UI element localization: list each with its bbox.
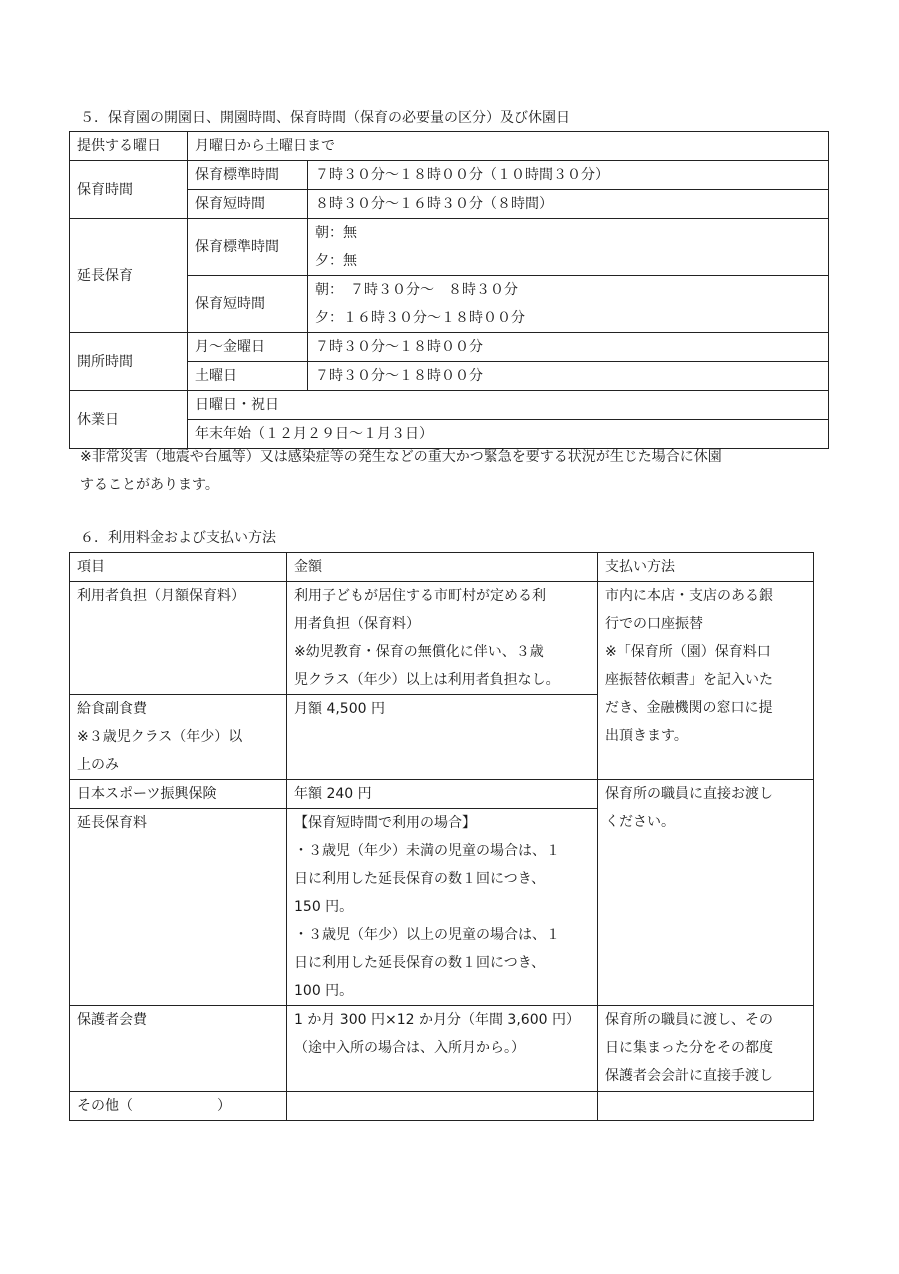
fees-table (69, 552, 814, 1121)
table-row (70, 1092, 814, 1121)
bank-payment-line-2: 行での口座振替 (605, 616, 703, 632)
bank-payment-line-5: だき、金融機関の窓口に提 (605, 700, 773, 716)
days-label: 提供する曜日 (70, 132, 188, 161)
table-row (70, 132, 829, 161)
standard-value: ７時３０分～１８時００分（１０時間３０分） (308, 161, 829, 190)
table-row (70, 582, 814, 695)
table-row (70, 1006, 814, 1092)
ext-short-evening: 夕：１６時３０分～１８時００分 (315, 310, 525, 326)
user-fee-line-1: 利用子どもが居住する市町村が定める利 (294, 588, 546, 604)
table-row (70, 219, 829, 276)
closed-value-2: 年末年始（１２月２９日～１月３日） (188, 420, 829, 449)
ext-short-value (308, 276, 829, 333)
extended-label: 延長保育 (70, 219, 188, 333)
staff-payment-line-2: ください。 (605, 814, 675, 830)
section6-heading: ６．利用料金および支払い方法 (80, 530, 276, 546)
extended-fee-line-4: 150 円。 (294, 899, 354, 915)
nursery-hours-table (69, 131, 829, 449)
note-line-1: ※非常災害（地震や台風等）又は感染症等の発生などの重大かつ緊急を要する状況が生じた場合に休園 (80, 449, 722, 465)
extended-fee-line-7: 100 円。 (294, 983, 354, 999)
guardian-fee-amount (287, 1006, 598, 1092)
saturday-label: 土曜日 (188, 362, 308, 391)
closed-value-1: 日曜日・祝日 (188, 391, 829, 420)
user-fee-line-2: 用者負担（保育料） (294, 616, 420, 632)
days-value: 月曜日から土曜日まで (188, 132, 829, 161)
guardian-fee-line-2: （途中入所の場合は、入所月から。） (294, 1040, 525, 1056)
ext-standard-morning: 朝：無 (315, 225, 357, 241)
user-fee-line-3: ※幼児教育・保育の無償化に伴い、３歳 (294, 644, 544, 660)
ext-standard-label: 保育標準時間 (188, 219, 308, 276)
guardian-payment-line-3: 保護者会会計に直接手渡し (605, 1068, 773, 1084)
open-label: 開所時間 (70, 333, 188, 391)
bank-payment-line-4: 座振替依頼書」を記入いた (605, 672, 773, 688)
user-fee-line-4: 児クラス（年少）以上は利用者負担なし。 (294, 672, 560, 688)
guardian-payment (598, 1006, 814, 1092)
header-payment: 支払い方法 (598, 553, 814, 582)
table-row (70, 161, 829, 190)
note-line-2: することがあります。 (80, 477, 219, 493)
closed-label: 休業日 (70, 391, 188, 449)
other-payment (598, 1092, 814, 1121)
bank-payment (598, 582, 814, 780)
guardian-fee-line-1: 1 か月 300 円×12 か月分（年間 3,600 円） (294, 1012, 580, 1028)
staff-payment-line-1: 保育所の職員に直接お渡し (605, 786, 773, 802)
other-item: その他（ ） (70, 1092, 287, 1121)
section5-heading: ５．保育園の開園日、開園時間、保育時間（保育の必要量の区分）及び休園日 (80, 110, 570, 126)
meal-fee-item (70, 695, 287, 780)
guardian-payment-line-1: 保育所の職員に渡し、その (605, 1012, 773, 1028)
standard-label: 保育標準時間 (188, 161, 308, 190)
table-header-row (70, 553, 814, 582)
ext-standard-evening: 夕：無 (315, 253, 357, 269)
extended-fee-line-6: 日に利用した延長保育の数１回につき、 (294, 955, 546, 971)
ext-short-morning: 朝： ７時３０分～ ８時３０分 (315, 282, 518, 298)
guardian-payment-line-2: 日に集まった分をその都度 (605, 1040, 773, 1056)
bank-payment-line-6: 出頂きます。 (605, 728, 688, 744)
table-row (70, 391, 829, 420)
sports-insurance-item: 日本スポーツ振興保険 (70, 780, 287, 809)
saturday-value: ７時３０分～１８時００分 (308, 362, 829, 391)
weekday-label: 月～金曜日 (188, 333, 308, 362)
other-amount (287, 1092, 598, 1121)
extended-fee-line-3: 日に利用した延長保育の数１回につき、 (294, 871, 546, 887)
closure-note (80, 443, 840, 499)
bank-payment-line-1: 市内に本店・支店のある銀 (605, 588, 773, 604)
staff-payment (598, 780, 814, 1006)
extended-fee-item: 延長保育料 (70, 809, 287, 1006)
user-fee-amount (287, 582, 598, 695)
weekday-value: ７時３０分～１８時００分 (308, 333, 829, 362)
extended-fee-amount (287, 809, 598, 1006)
header-amount: 金額 (287, 553, 598, 582)
meal-fee-line-3: 上のみ (77, 757, 119, 773)
table-row (70, 780, 814, 809)
short-label: 保育短時間 (188, 190, 308, 219)
ext-short-label: 保育短時間 (188, 276, 308, 333)
ext-standard-value (308, 219, 829, 276)
meal-fee-line-1: 給食副食費 (77, 701, 147, 717)
extended-fee-line-1: 【保育短時間で利用の場合】 (294, 815, 476, 831)
short-value: ８時３０分～１６時３０分（８時間） (308, 190, 829, 219)
table-row (70, 333, 829, 362)
user-fee-item: 利用者負担（月額保育料） (70, 582, 287, 695)
extended-fee-line-5: ・３歳児（年少）以上の児童の場合は、１ (294, 927, 560, 943)
sports-insurance-amount: 年額 240 円 (287, 780, 598, 809)
meal-fee-line-2: ※３歳児クラス（年少）以 (77, 729, 243, 745)
meal-fee-amount: 月額 4,500 円 (287, 695, 598, 780)
bank-payment-line-3: ※「保育所（園）保育料口 (605, 644, 771, 660)
extended-fee-line-2: ・３歳児（年少）未満の児童の場合は、１ (294, 843, 560, 859)
guardian-fee-item: 保護者会費 (70, 1006, 287, 1092)
hours-label: 保育時間 (70, 161, 188, 219)
header-item: 項目 (70, 553, 287, 582)
